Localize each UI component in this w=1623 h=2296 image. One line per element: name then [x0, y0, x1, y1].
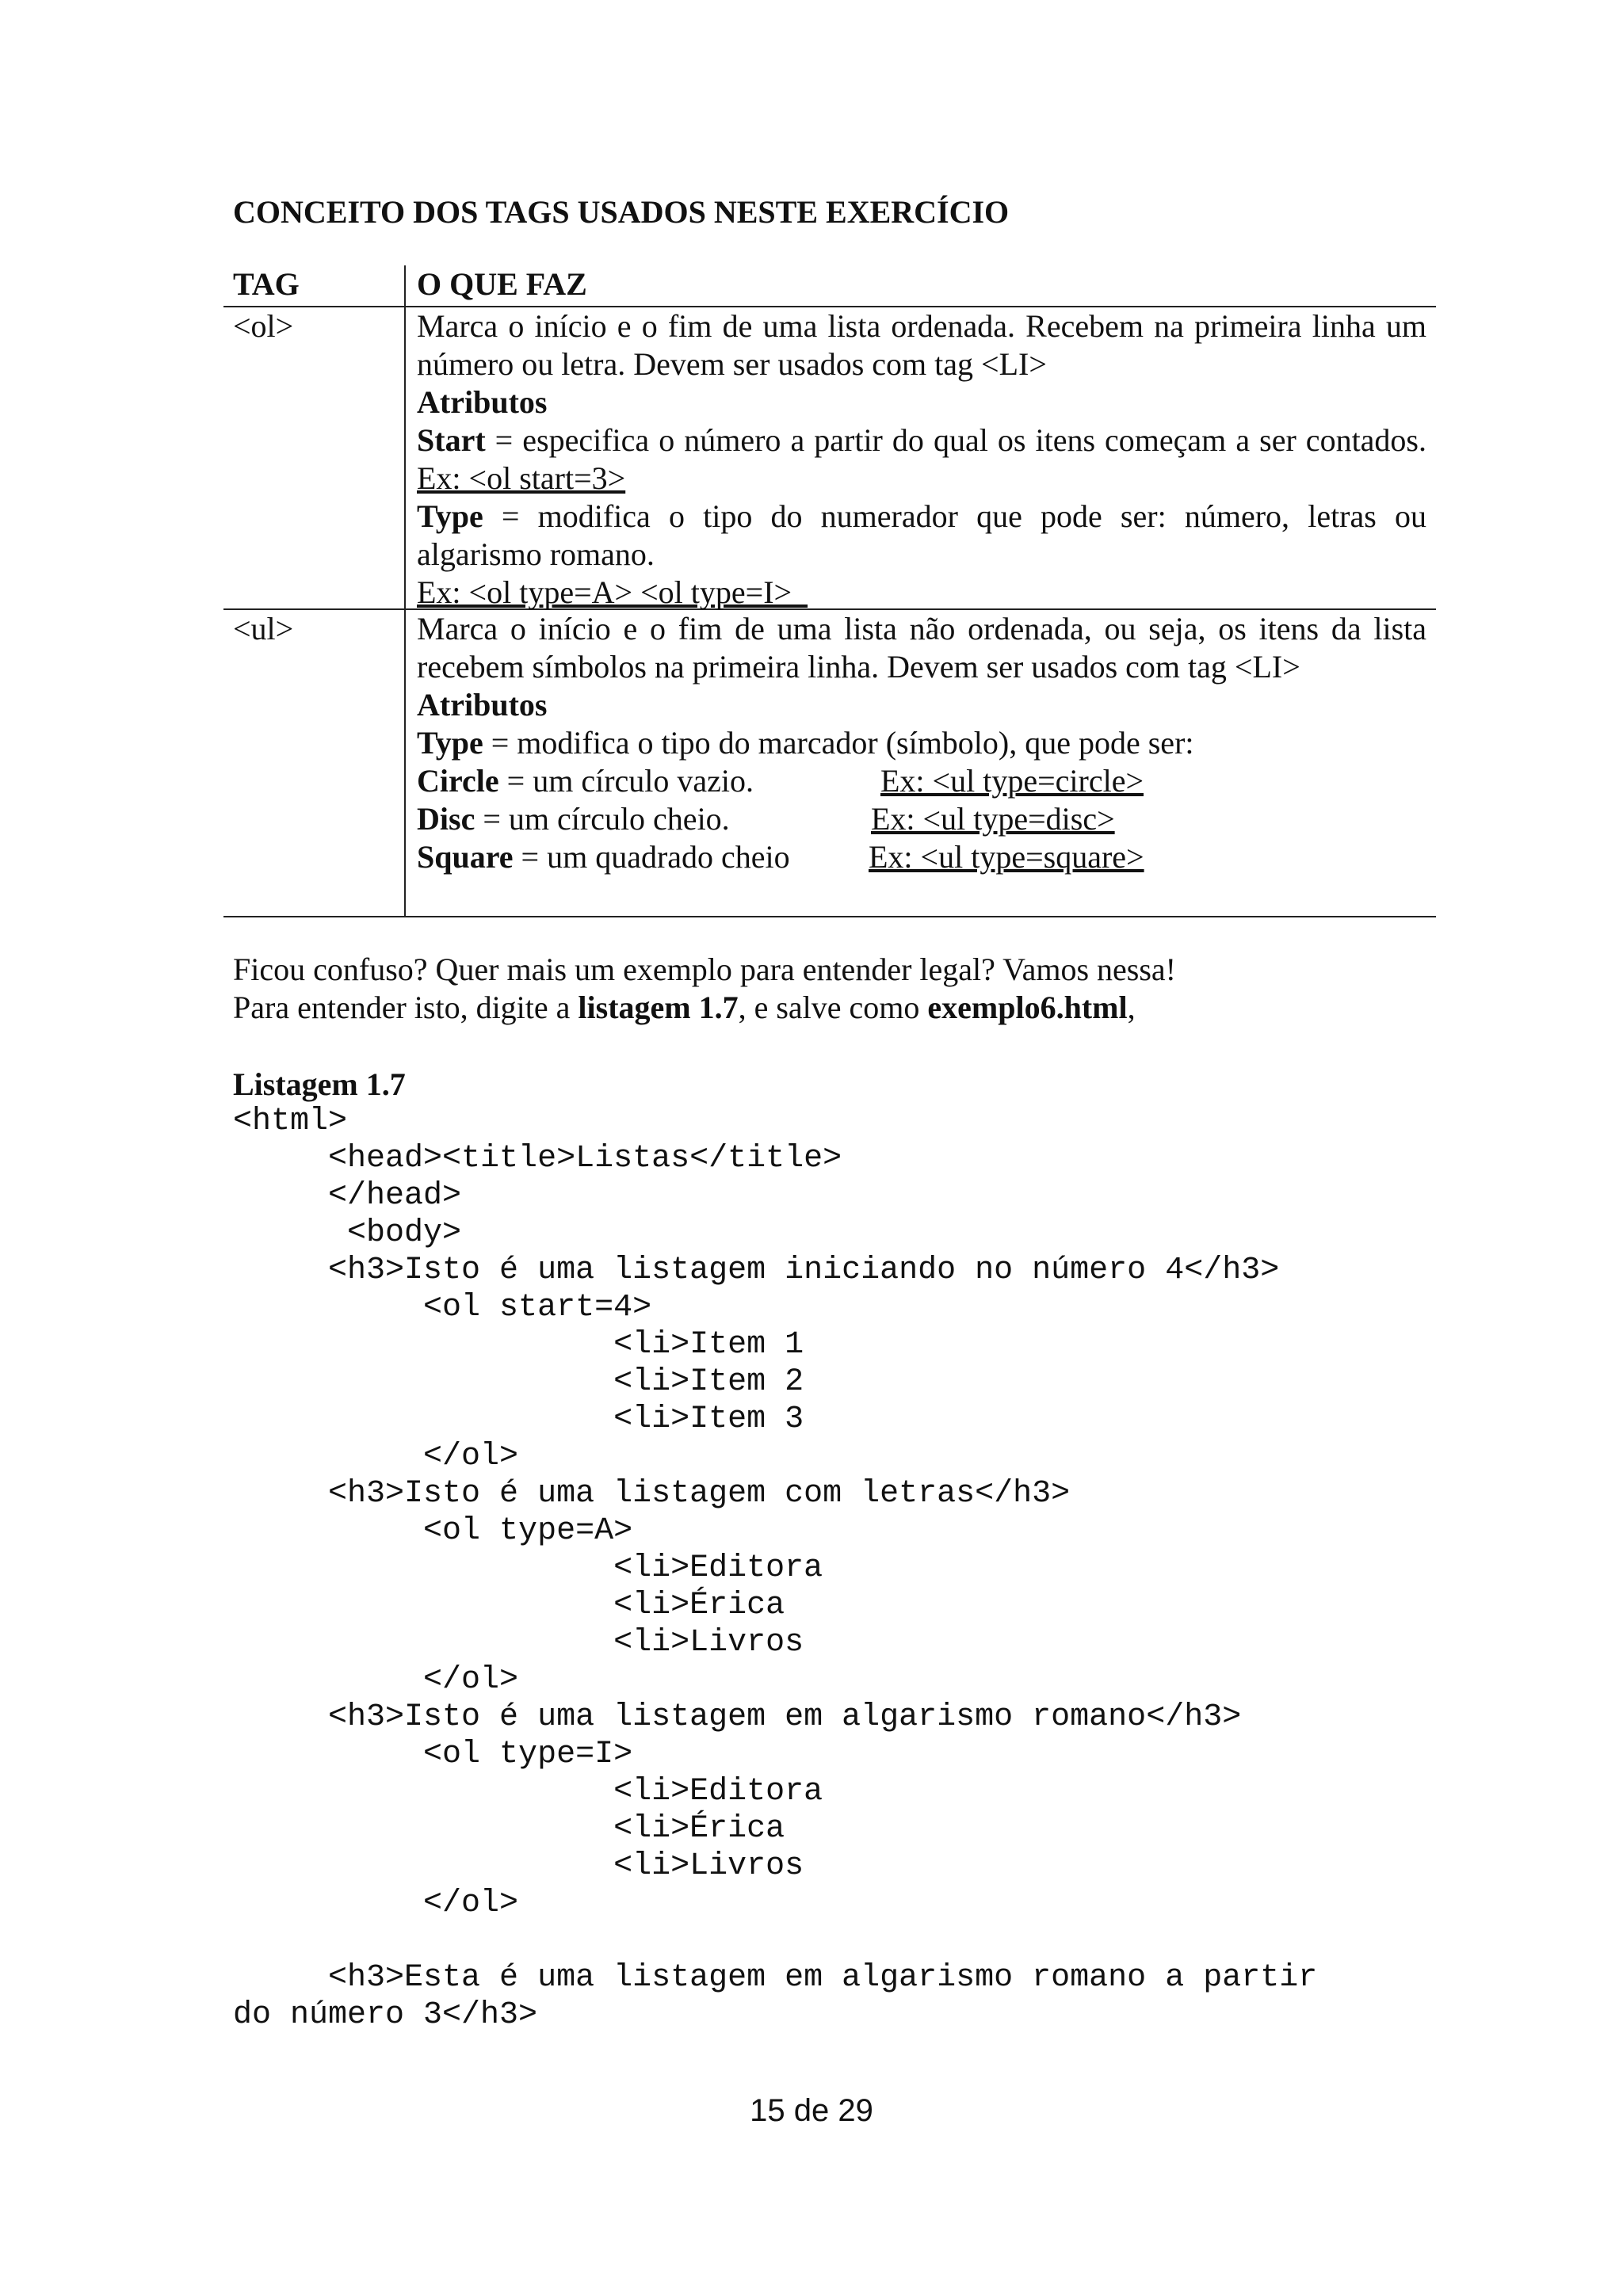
ol-type-example-line [417, 574, 1426, 608]
tags-table [223, 265, 1436, 917]
tag-ul: <ul> [223, 610, 406, 916]
square-line [417, 838, 1426, 876]
ol-description: Marca o início e o fim de uma lista ordenada. Recebem na primeira linha um número ou letra. Devem ser usados com tag <LI> [417, 308, 1426, 382]
section-heading: CONCEITO DOS TAGS USADOS NESTE EXERCÍCIO [233, 194, 1010, 230]
start-example: Ex: <ol start=3> [417, 460, 626, 496]
intro-line-2-post: , [1127, 990, 1136, 1025]
ul-type-label: Type [417, 725, 483, 761]
ol-attributes-title: Atributos [417, 384, 548, 420]
square-example: Ex: <ul type=square> [869, 839, 1144, 875]
disc-example: Ex: <ul type=disc> [871, 801, 1115, 837]
ol-type-attr [417, 498, 1426, 574]
start-text: = especifica o número a partir do qual os itens começam a ser contados. [485, 422, 1426, 458]
header-desc: O QUE FAZ [406, 265, 1436, 307]
listing-ref: listagem 1.7 [578, 990, 739, 1025]
disc-line [417, 800, 1426, 838]
code-listing: <html> <head><title>Listas</title> </head> <body> <h3>Isto é uma listagem iniciando no número 4</h3> <ol start=4> <li>Item 1 <li>Item 2 <li>Item 3 </ol> <h3>Isto é uma listagem com letras</h3> <ol type=A> <li>Editora <li>Érica <li>Livros </ol> <h3>Isto é uma listagem em algarismo romano</h3> <ol type=I> <li>Editora <li>Érica <li>Livros </ol> <h3>Esta é uma listagem em algarismo romano a partir do número 3</h3> [233, 1104, 1318, 2033]
tag-ol: <ol> [223, 307, 406, 608]
type-label: Type [417, 498, 483, 534]
ul-attributes-title: Atributos [417, 687, 548, 723]
square-def [417, 838, 869, 876]
start-label: Start [417, 422, 486, 458]
type-text: = modifica o tipo do numerador que pode ser: número, letras ou algarismo romano. [417, 498, 1426, 572]
ol-type-example: Ex: <ol type=A> <ol type=I> [417, 574, 808, 610]
intro-line-1: Ficou confuso? Quer mais um exemplo para entender legal? Vamos nessa! [233, 952, 1176, 987]
square-text: = um quadrado cheio [513, 839, 790, 875]
circle-label: Circle [417, 763, 499, 799]
table-header-row [223, 265, 1436, 307]
circle-line [417, 762, 1426, 800]
disc-label: Disc [417, 801, 475, 837]
table-row-ol [223, 307, 1436, 610]
ul-description: Marca o início e o fim de uma lista não ordenada, ou seja, os itens da lista recebem símbolos na primeira linha. Devem ser usados com tag <LI> [417, 611, 1426, 685]
intro-line-2-mid: , e salve como [738, 990, 928, 1025]
ol-start-attr [417, 421, 1426, 498]
disc-text: = um círculo cheio. [475, 801, 730, 837]
circle-text: = um círculo vazio. [498, 763, 754, 799]
disc-def [417, 800, 871, 838]
desc-ol [406, 307, 1436, 608]
ul-type-text: = modifica o tipo do marcador (símbolo), que pode ser: [483, 725, 1194, 761]
desc-ul [406, 610, 1436, 916]
intro-paragraph [233, 951, 1176, 1027]
intro-line-2-pre: Para entender isto, digite a [233, 990, 579, 1025]
intro-line-2 [233, 989, 1176, 1027]
square-label: Square [417, 839, 514, 875]
filename: exemplo6.html [927, 990, 1128, 1025]
ul-type-attr [417, 724, 1426, 762]
circle-example: Ex: <ul type=circle> [880, 763, 1144, 799]
table-row-ul [223, 610, 1436, 917]
circle-def [417, 762, 880, 800]
page-number: 15 de 29 [750, 2093, 873, 2128]
header-tag: TAG [223, 265, 406, 307]
listing-title: Listagem 1.7 [233, 1066, 406, 1102]
